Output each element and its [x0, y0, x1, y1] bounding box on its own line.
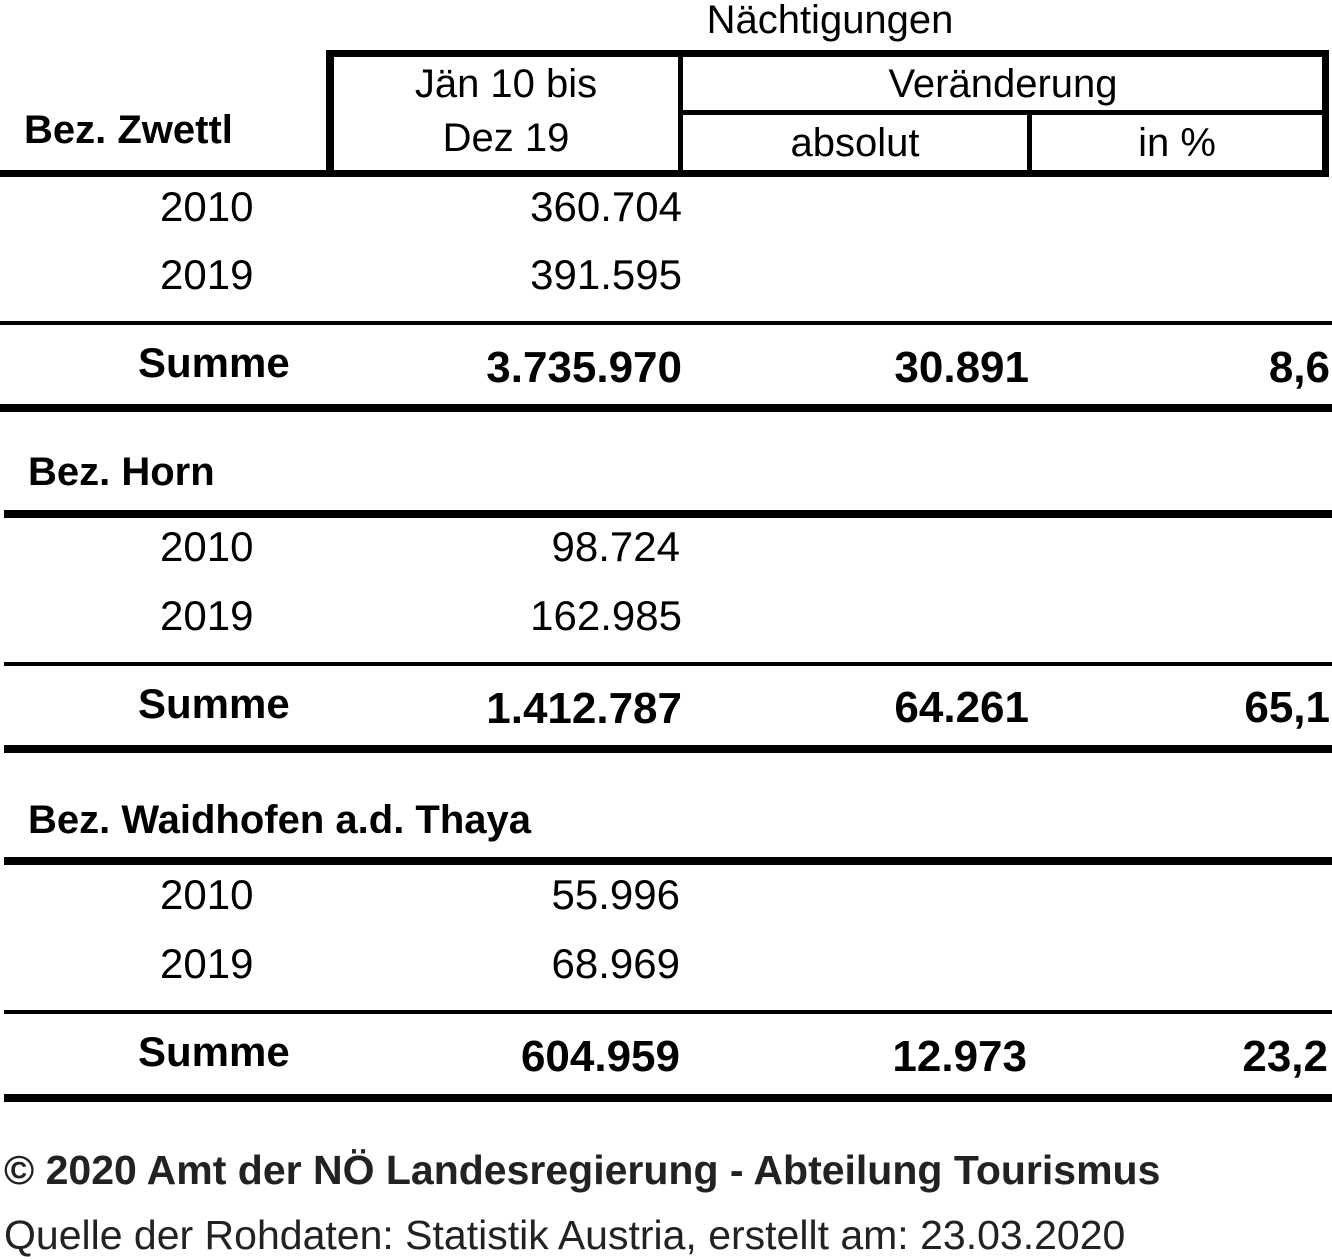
- value-cell: 360.704: [530, 183, 682, 230]
- district-title-waidhofen: Bez. Waidhofen a.d. Thaya: [28, 798, 532, 842]
- sum-top-rule: [0, 321, 1332, 325]
- change-abs-label: absolut: [790, 121, 920, 165]
- section-bottom-rule: [4, 745, 1332, 753]
- sum-total: 3.735.970: [486, 343, 682, 392]
- sum-label: Summe: [138, 339, 290, 386]
- year-cell: 2019: [160, 592, 254, 639]
- value-cell: 162.985: [530, 592, 682, 639]
- section-bottom-rule: [0, 404, 1332, 412]
- sum-total: 1.412.787: [486, 684, 682, 733]
- value-cell: 68.969: [551, 940, 680, 987]
- sum-abs: 30.891: [894, 343, 1029, 392]
- year-cell: 2019: [160, 940, 254, 987]
- value-cell: 391.595: [530, 251, 682, 298]
- change-pct-label: in %: [1138, 121, 1216, 165]
- sum-top-rule: [4, 662, 1332, 666]
- sum-total: 604.959: [520, 1032, 680, 1081]
- sum-abs: 64.261: [894, 683, 1029, 732]
- section-bottom-rule: [4, 1094, 1332, 1102]
- copyright-text: © 2020 Amt der NÖ Landesregierung - Abteilung Tourismus: [4, 1147, 1161, 1193]
- header-box-left: [326, 50, 334, 176]
- sum-top-rule: [4, 1010, 1332, 1014]
- period-line2: Dez 19: [442, 116, 570, 160]
- sum-pct: 23,2: [1242, 1032, 1328, 1081]
- group-title: Nächtigungen: [706, 0, 954, 42]
- sum-abs: 12.973: [892, 1032, 1027, 1081]
- sum-pct: 8,6: [1268, 343, 1330, 392]
- year-cell: 2010: [160, 183, 254, 230]
- sum-pct: 65,1: [1244, 683, 1330, 732]
- header-box-top: [328, 50, 1328, 57]
- district-title-zwettl: Bez. Zwettl: [24, 108, 233, 152]
- sum-label: Summe: [138, 680, 290, 727]
- year-cell: 2010: [160, 523, 254, 570]
- header-bottom-rule: [0, 170, 1329, 177]
- source-text: Quelle der Rohdaten: Statistik Austria, erstellt am: 23.03.2020: [4, 1212, 1126, 1258]
- year-cell: 2019: [160, 251, 254, 298]
- year-cell: 2010: [160, 871, 254, 918]
- section-title-rule: [4, 857, 1332, 865]
- header-divider-change: [680, 110, 1326, 115]
- change-title: Veränderung: [888, 62, 1118, 106]
- sum-label: Summe: [138, 1028, 290, 1075]
- value-cell: 55.996: [551, 871, 680, 918]
- section-title-rule: [4, 510, 1332, 518]
- district-title-horn: Bez. Horn: [28, 450, 215, 494]
- value-cell: 98.724: [551, 523, 680, 570]
- period-line1: Jän 10 bis: [414, 62, 598, 106]
